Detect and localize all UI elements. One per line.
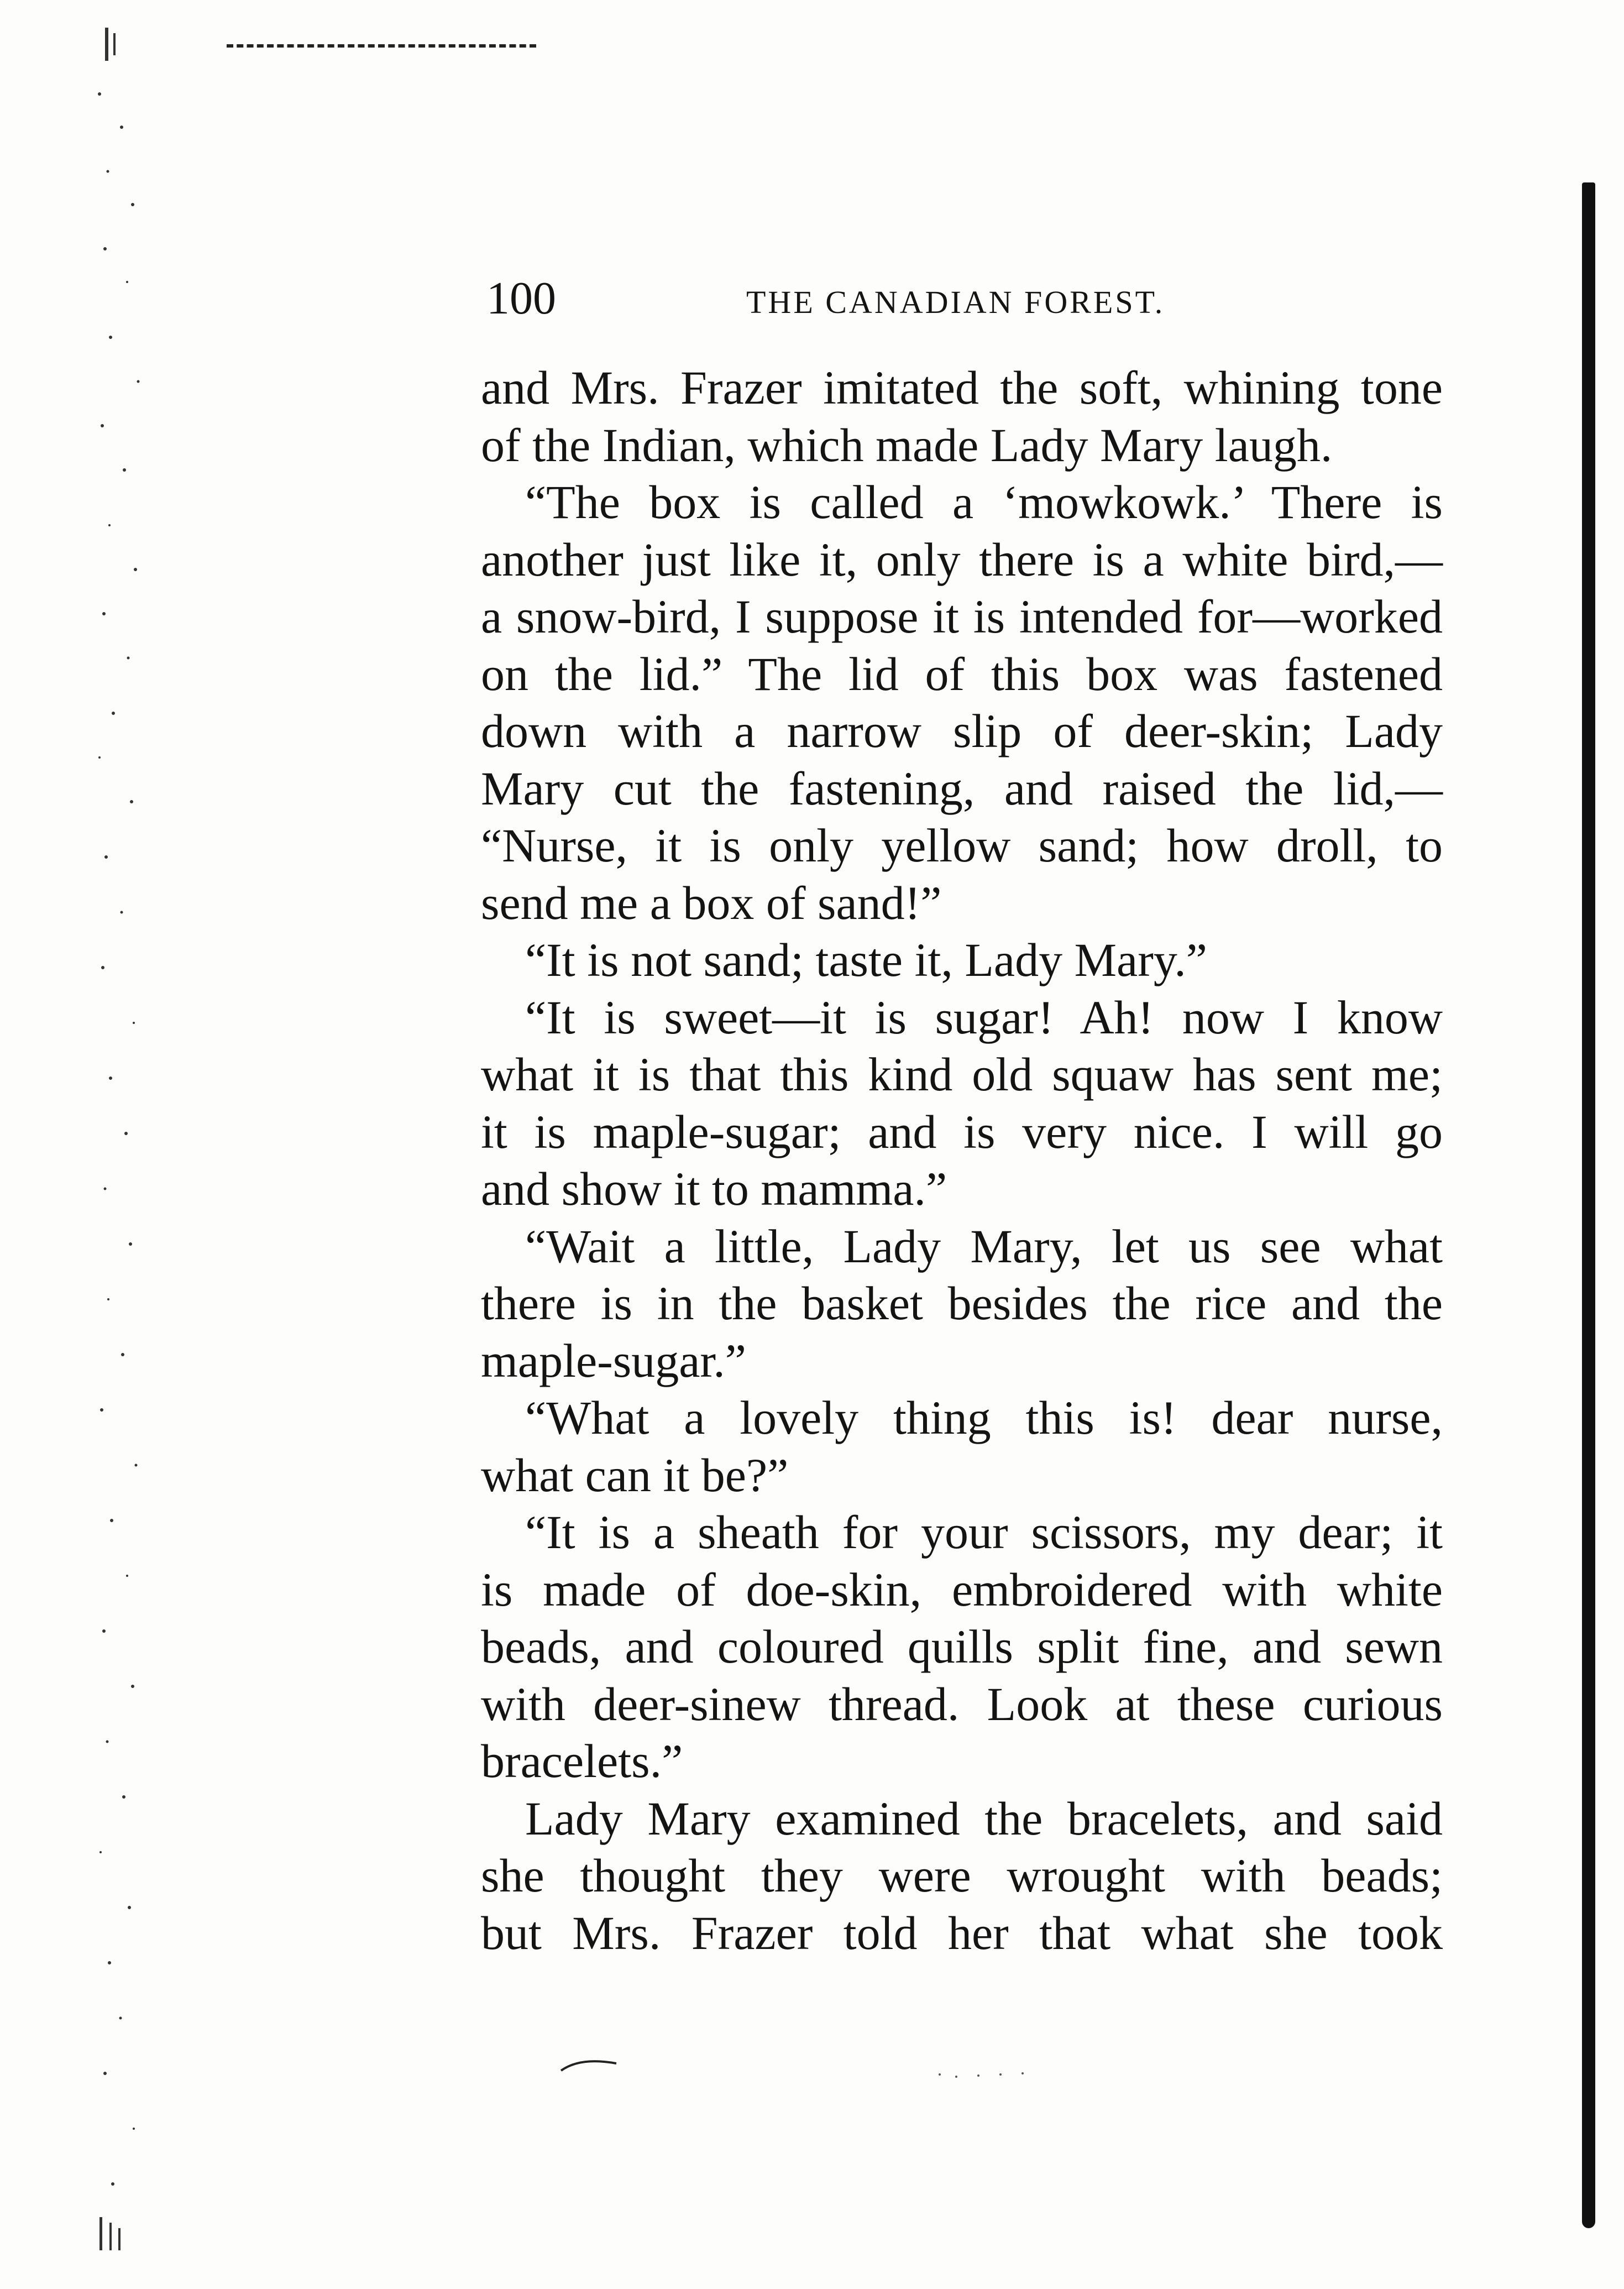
running-title: THE CANADIAN FOREST. — [746, 284, 1165, 320]
text-line: another just like it, only there is a white bird,— — [481, 532, 1443, 586]
running-header — [486, 271, 1216, 337]
text-line: beads, and coloured quills split fine, and sewn — [481, 1620, 1443, 1673]
text-line: “It is sweet—it is sugar! Ah! now I know — [525, 990, 1443, 1044]
text-line: “Nurse, it is only yellow sand; how droll, to — [481, 819, 1443, 872]
body-text — [481, 359, 1443, 1962]
text-line: what can it be?” — [481, 1448, 789, 1502]
gutter-speckle — [83, 28, 182, 2272]
text-line: is made of doe-skin, embroidered with white — [481, 1562, 1443, 1616]
text-line: with deer-sinew thread. Look at these curious — [481, 1677, 1443, 1731]
text-line: Lady Mary examined the bracelets, and said — [525, 1791, 1443, 1845]
text-line: there is in the basket besides the rice and the — [481, 1277, 1443, 1330]
text-line: and show it to mamma.” — [481, 1162, 947, 1215]
text-line: “It is not sand; taste it, Lady Mary.” — [525, 933, 1207, 986]
page-number: 100 — [486, 273, 556, 324]
stray-mark — [934, 2068, 1034, 2084]
text-line: maple-sugar.” — [481, 1334, 746, 1387]
text-line: “Wait a little, Lady Mary, let us see what — [525, 1219, 1443, 1273]
text-line: send me a box of sand!” — [481, 876, 942, 929]
text-line: “It is a sheath for your scissors, my dear; it — [525, 1506, 1443, 1559]
text-line: of the Indian, which made Lady Mary laugh. — [481, 418, 1333, 472]
stray-mark — [558, 2057, 619, 2073]
text-line: she thought they were wrought with beads; — [481, 1849, 1443, 1902]
text-line: “What a lovely thing this is! dear nurse, — [525, 1391, 1443, 1444]
text-line: bracelets.” — [481, 1734, 683, 1788]
top-dashed-rule — [227, 44, 536, 52]
text-line: it is maple-sugar; and is very nice. I will go — [481, 1105, 1443, 1158]
page-edge-shadow — [1582, 182, 1595, 2228]
text-line: what it is that this kind old squaw has sent me; — [481, 1048, 1443, 1101]
text-line: a snow-bird, I suppose it is intended for—worked — [481, 590, 1443, 643]
text-line: but Mrs. Frazer told her that what she took — [481, 1906, 1443, 1959]
text-line: down with a narrow slip of deer-skin; Lady — [481, 704, 1443, 757]
text-line: Mary cut the fastening, and raised the lid,— — [481, 761, 1443, 815]
text-line: on the lid.” The lid of this box was fastened — [481, 647, 1443, 701]
text-line: “The box is called a ‘mowkowk.’ There is — [525, 475, 1443, 529]
text-line: and Mrs. Frazer imitated the soft, whining tone — [481, 361, 1443, 414]
